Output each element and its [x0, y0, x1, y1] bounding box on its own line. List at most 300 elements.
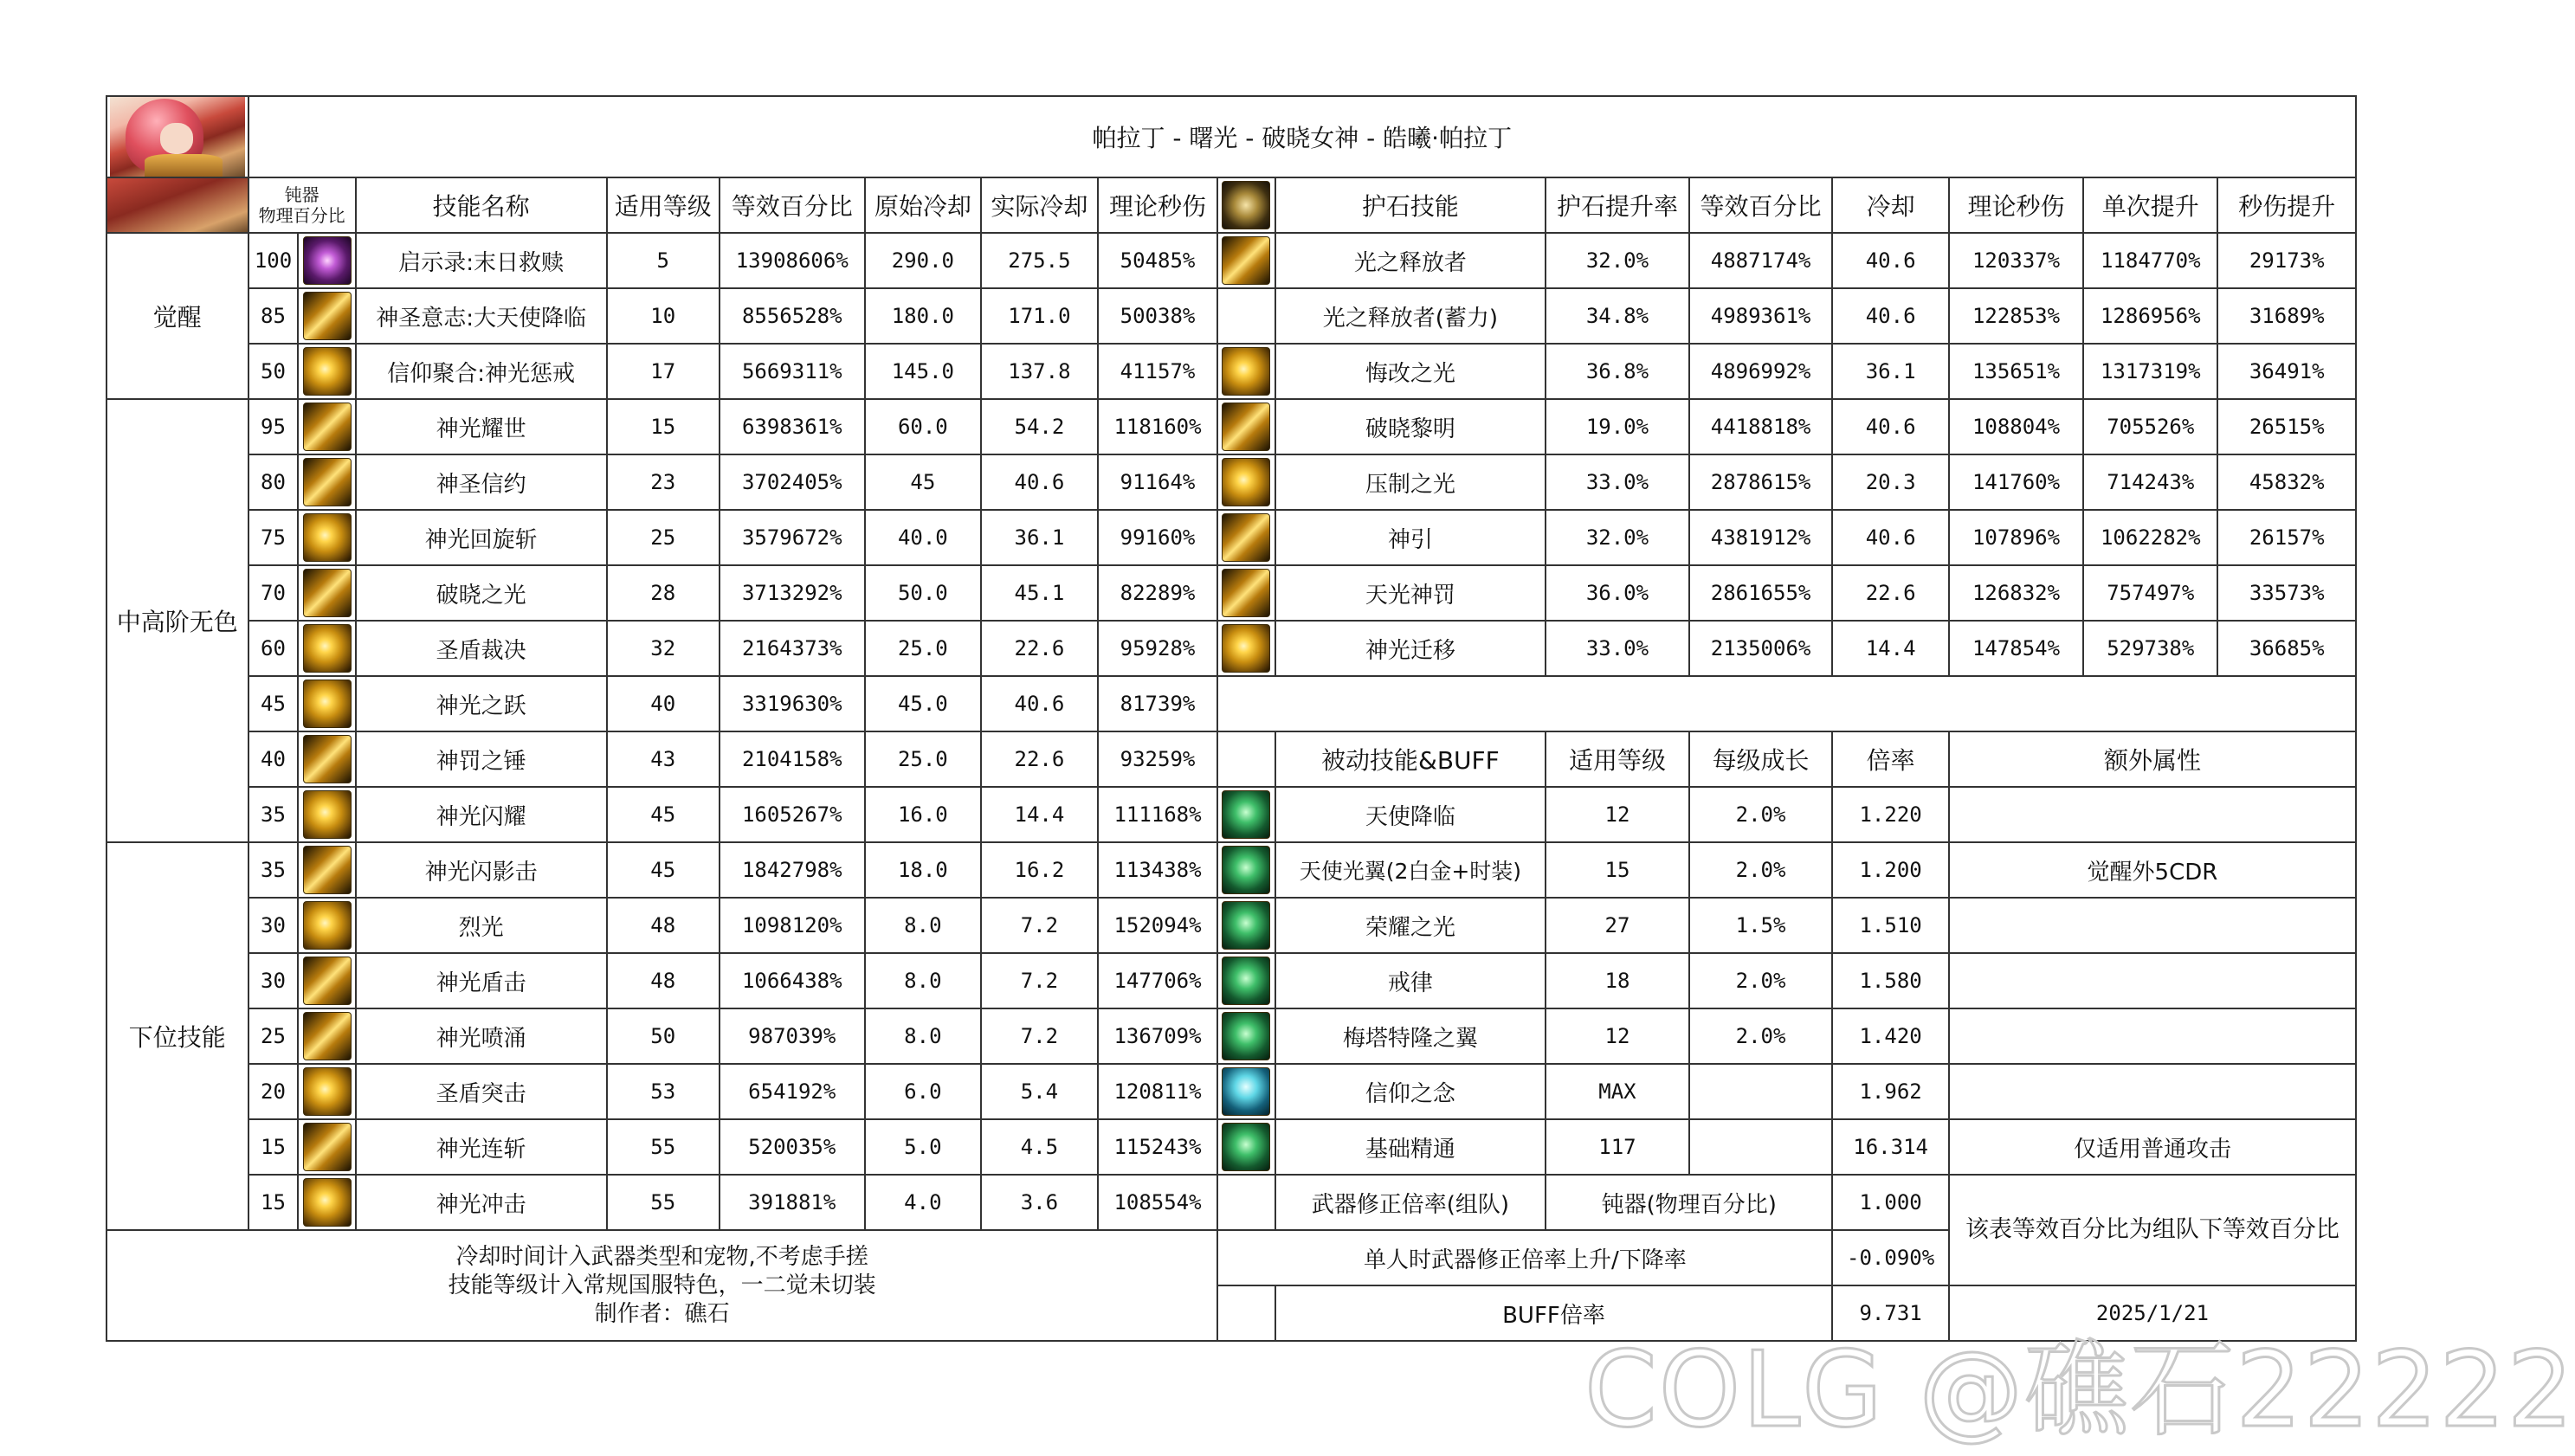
- blunt-percent: 35: [248, 787, 299, 842]
- talisman-dps: 147854%: [1949, 621, 2083, 676]
- passive-growth: 1.5%: [1689, 898, 1833, 953]
- passive-name: 天使光翼(2白金+时装): [1275, 842, 1546, 898]
- skill-icon: [303, 292, 352, 340]
- talisman-dps-gain: 26515%: [2217, 399, 2356, 454]
- skill-actual-cd: 275.5: [981, 233, 1098, 288]
- talisman-rate: 32.0%: [1546, 510, 1689, 565]
- talisman-single-gain: 705526%: [2083, 399, 2217, 454]
- header-orig-cd: 原始冷却: [865, 177, 982, 233]
- header-passive-rate: 倍率: [1832, 731, 1949, 787]
- skill-level: 55: [607, 1119, 720, 1175]
- talisman-icon: [1222, 458, 1270, 506]
- talisman-icon-cell: [1217, 621, 1275, 676]
- skill-actual-cd: 137.8: [981, 344, 1098, 399]
- blunt-percent: 100: [248, 233, 299, 288]
- header-actual-cd: 实际冷却: [981, 177, 1098, 233]
- talisman-equiv: 2861655%: [1689, 565, 1833, 621]
- talisman-dps-gain: 33573%: [2217, 565, 2356, 621]
- skill-orig-cd: 290.0: [865, 233, 982, 288]
- buff-row-label: BUFF倍率: [1275, 1285, 1833, 1341]
- skill-icon: [303, 1067, 352, 1116]
- passive-level: MAX: [1546, 1064, 1689, 1119]
- blunt-percent: 30: [248, 953, 299, 1008]
- skill-icon-cell: [298, 953, 355, 1008]
- passive-icon-cell: [1217, 731, 1275, 787]
- skill-equiv-pct: 3579672%: [720, 510, 865, 565]
- skill-icon: [303, 513, 352, 562]
- talisman-cd: 14.4: [1832, 621, 1949, 676]
- skill-actual-cd: 54.2: [981, 399, 1098, 454]
- skill-icon: [303, 1012, 352, 1060]
- talisman-equiv: 4896992%: [1689, 344, 1833, 399]
- talisman-icon-cell: [1217, 344, 1275, 399]
- skill-icon-cell: [298, 510, 355, 565]
- talisman-icon-cell: [1217, 565, 1275, 621]
- skill-actual-cd: 5.4: [981, 1064, 1098, 1119]
- header-skill-name: 技能名称: [356, 177, 607, 233]
- skill-icon-cell: [298, 731, 355, 787]
- talisman-dps: 120337%: [1949, 233, 2083, 288]
- passive-extra: [1949, 1008, 2356, 1064]
- skill-theory-dps: 108554%: [1098, 1175, 1218, 1230]
- skill-icon: [303, 569, 352, 617]
- skill-theory-dps: 93259%: [1098, 731, 1218, 787]
- passive-extra: [1949, 898, 2356, 953]
- note-line: 制作者：礁石: [594, 1300, 730, 1327]
- skill-table: [106, 95, 2357, 1342]
- table-row: [106, 1119, 2356, 1175]
- header-level: 适用等级: [607, 177, 720, 233]
- skill-name: 神光闪影击: [356, 842, 607, 898]
- portrait-lower: [106, 177, 248, 233]
- table-row: [106, 565, 2356, 621]
- passive-name: 信仰之念: [1275, 1064, 1546, 1119]
- blunt-percent: 50: [248, 344, 299, 399]
- skill-icon-cell: [298, 1119, 355, 1175]
- skill-actual-cd: 14.4: [981, 787, 1098, 842]
- skill-name: 破晓之光: [356, 565, 607, 621]
- skill-name: 神光盾击: [356, 953, 607, 1008]
- skill-icon-cell: [298, 233, 355, 288]
- skill-icon: [303, 846, 352, 894]
- blunt-percent: 40: [248, 731, 299, 787]
- talisman-dps: 108804%: [1949, 399, 2083, 454]
- weapon-row-value: 钝器(物理百分比): [1546, 1175, 1832, 1230]
- header-passive-extra: 额外属性: [1949, 731, 2356, 787]
- header-passive-growth: 每级成长: [1689, 731, 1833, 787]
- talisman-icon: [1222, 624, 1270, 673]
- table-row: [106, 233, 2356, 288]
- skill-actual-cd: 22.6: [981, 731, 1098, 787]
- header-talisman-skill: 护石技能: [1275, 177, 1546, 233]
- page-title: 帕拉丁 - 曙光 - 破晓女神 - 皓曦·帕拉丁: [248, 96, 2356, 177]
- talisman-dps: 141760%: [1949, 454, 2083, 510]
- skill-name: 神光闪耀: [356, 787, 607, 842]
- skill-equiv-pct: 2164373%: [720, 621, 865, 676]
- passive-growth: [1689, 1064, 1833, 1119]
- skill-equiv-pct: 6398361%: [720, 399, 865, 454]
- skill-level: 15: [607, 399, 720, 454]
- skill-actual-cd: 7.2: [981, 898, 1098, 953]
- skill-level: 10: [607, 288, 720, 344]
- header-equiv: 等效百分比: [720, 177, 865, 233]
- skill-actual-cd: 40.6: [981, 454, 1098, 510]
- skill-equiv-pct: 8556528%: [720, 288, 865, 344]
- talisman-dps: 126832%: [1949, 565, 2083, 621]
- talisman-rate: 36.0%: [1546, 565, 1689, 621]
- skill-actual-cd: 40.6: [981, 676, 1098, 731]
- passive-level: 117: [1546, 1119, 1689, 1175]
- passive-name: 荣耀之光: [1275, 898, 1546, 953]
- skill-orig-cd: 5.0: [865, 1119, 982, 1175]
- buff-row-value: 9.731: [1832, 1285, 1949, 1341]
- skill-theory-dps: 152094%: [1098, 898, 1218, 953]
- talisman-equiv: 4887174%: [1689, 233, 1833, 288]
- skill-icon-cell: [298, 1175, 355, 1230]
- table-row: [106, 288, 2356, 344]
- header-single-gain: 单次提升: [2083, 177, 2217, 233]
- blunt-percent: 35: [248, 842, 299, 898]
- talisman-cd: 40.6: [1832, 399, 1949, 454]
- skill-level: 48: [607, 953, 720, 1008]
- passive-level: 12: [1546, 787, 1689, 842]
- skill-orig-cd: 25.0: [865, 621, 982, 676]
- skill-orig-cd: 50.0: [865, 565, 982, 621]
- table-row: [106, 1175, 2356, 1230]
- skill-name: 神罚之锤: [356, 731, 607, 787]
- skill-actual-cd: 171.0: [981, 288, 1098, 344]
- skill-orig-cd: 4.0: [865, 1175, 982, 1230]
- passive-icon-cell: [1217, 953, 1275, 1008]
- skill-equiv-pct: 391881%: [720, 1175, 865, 1230]
- skill-orig-cd: 60.0: [865, 399, 982, 454]
- skill-orig-cd: 180.0: [865, 288, 982, 344]
- blunt-percent: 30: [248, 898, 299, 953]
- skill-theory-dps: 120811%: [1098, 1064, 1218, 1119]
- table-row: [106, 1064, 2356, 1119]
- skill-icon: [303, 624, 352, 673]
- skill-theory-dps: 81739%: [1098, 676, 1218, 731]
- skill-level: 45: [607, 842, 720, 898]
- skill-orig-cd: 16.0: [865, 787, 982, 842]
- skill-icon: [303, 236, 352, 285]
- passive-name: 天使降临: [1275, 787, 1546, 842]
- blunt-percent: 85: [248, 288, 299, 344]
- skill-icon: [303, 1178, 352, 1227]
- skill-theory-dps: 136709%: [1098, 1008, 1218, 1064]
- passive-icon-cell: [1217, 1119, 1275, 1175]
- blunt-percent: 95: [248, 399, 299, 454]
- talisman-icon: [1222, 513, 1270, 562]
- skill-equiv-pct: 13908606%: [720, 233, 865, 288]
- skill-icon-cell: [298, 842, 355, 898]
- skill-icon-cell: [298, 1064, 355, 1119]
- talisman-name: 天光神罚: [1275, 565, 1546, 621]
- skill-name: 烈光: [356, 898, 607, 953]
- talisman-single-gain: 1286956%: [2083, 288, 2217, 344]
- skill-level: 17: [607, 344, 720, 399]
- note-line: 冷却时间计入武器类型和宠物,不考虑手搓: [455, 1243, 868, 1270]
- table-row: [106, 898, 2356, 953]
- skill-icon-cell: [298, 344, 355, 399]
- talisman-cd: 22.6: [1832, 565, 1949, 621]
- passive-icon: [1222, 901, 1270, 950]
- talisman-dps-gain: 31689%: [2217, 288, 2356, 344]
- skill-actual-cd: 7.2: [981, 1008, 1098, 1064]
- note-line: 技能等级计入常规国服特色，一二觉未切装: [448, 1272, 876, 1298]
- talisman-cd: 40.6: [1832, 510, 1949, 565]
- blunt-percent: 15: [248, 1175, 299, 1230]
- skill-level: 55: [607, 1175, 720, 1230]
- talisman-equiv: 2878615%: [1689, 454, 1833, 510]
- skill-theory-dps: 115243%: [1098, 1119, 1218, 1175]
- talisman-name: 光之释放者: [1275, 233, 1546, 288]
- talisman-icon: [1222, 403, 1270, 451]
- single-row-label: 单人时武器修正倍率上升/下降率: [1217, 1230, 1832, 1285]
- skill-icon-cell: [298, 399, 355, 454]
- talisman-icon-cell: [1217, 510, 1275, 565]
- passive-rate: 1.580: [1832, 953, 1949, 1008]
- skill-orig-cd: 8.0: [865, 953, 982, 1008]
- skill-icon-cell: [298, 288, 355, 344]
- talisman-single-gain: 1184770%: [2083, 233, 2217, 288]
- passive-rate: 1.510: [1832, 898, 1949, 953]
- passive-rate: 1.220: [1832, 787, 1949, 842]
- passive-level: 27: [1546, 898, 1689, 953]
- weapon-row-label: 武器修正倍率(组队): [1275, 1175, 1546, 1230]
- passive-icon: [1222, 957, 1270, 1005]
- skill-icon: [303, 1123, 352, 1171]
- category-label: 中高阶无色: [106, 399, 248, 842]
- skill-equiv-pct: 987039%: [720, 1008, 865, 1064]
- skill-icon-cell: [298, 621, 355, 676]
- table-row: [106, 676, 2356, 731]
- header-passive-name: 被动技能&BUFF: [1275, 731, 1546, 787]
- passive-icon-cell: [1217, 898, 1275, 953]
- passive-extra: [1949, 1064, 2356, 1119]
- passive-icon-cell: [1217, 787, 1275, 842]
- passive-growth: 2.0%: [1689, 787, 1833, 842]
- talisman-dps: 107896%: [1949, 510, 2083, 565]
- skill-icon-cell: [298, 454, 355, 510]
- passive-rate: 1.962: [1832, 1064, 1949, 1119]
- skill-table-sheet: [106, 95, 2357, 1329]
- skill-orig-cd: 40.0: [865, 510, 982, 565]
- blunt-percent: 60: [248, 621, 299, 676]
- passive-icon-cell: [1217, 1064, 1275, 1119]
- skill-name: 神光之跃: [356, 676, 607, 731]
- skill-equiv-pct: 1605267%: [720, 787, 865, 842]
- table-row: [106, 787, 2356, 842]
- passive-growth: 2.0%: [1689, 953, 1833, 1008]
- blunt-percent: 80: [248, 454, 299, 510]
- talisman-name: 光之释放者(蓄力): [1275, 288, 1546, 344]
- skill-equiv-pct: 1098120%: [720, 898, 865, 953]
- talisman-equiv: 4989361%: [1689, 288, 1833, 344]
- skill-icon-cell: [298, 565, 355, 621]
- skill-name: 圣盾突击: [356, 1064, 607, 1119]
- skill-icon: [303, 957, 352, 1005]
- talisman-cd: 20.3: [1832, 454, 1949, 510]
- skill-orig-cd: 8.0: [865, 1008, 982, 1064]
- skill-theory-dps: 91164%: [1098, 454, 1218, 510]
- talisman-rate: 19.0%: [1546, 399, 1689, 454]
- skill-theory-dps: 147706%: [1098, 953, 1218, 1008]
- header-talisman-equiv: 等效百分比: [1689, 177, 1833, 233]
- skill-icon: [303, 790, 352, 839]
- talisman-name: 压制之光: [1275, 454, 1546, 510]
- skill-equiv-pct: 2104158%: [720, 731, 865, 787]
- skill-icon: [303, 680, 352, 728]
- header-theory-dps: 理论秒伤: [1098, 177, 1218, 233]
- talisman-emblem-icon: [1222, 181, 1270, 229]
- passive-icon: [1222, 1067, 1270, 1116]
- skill-level: 45: [607, 787, 720, 842]
- passive-rate: 1.200: [1832, 842, 1949, 898]
- talisman-single-gain: 529738%: [2083, 621, 2217, 676]
- skill-actual-cd: 45.1: [981, 565, 1098, 621]
- skill-equiv-pct: 1066438%: [720, 953, 865, 1008]
- talisman-icon: [1222, 569, 1270, 617]
- skill-orig-cd: 25.0: [865, 731, 982, 787]
- talisman-cd: 36.1: [1832, 344, 1949, 399]
- talisman-name: 神引: [1275, 510, 1546, 565]
- skill-name: 启示录:末日救赎: [356, 233, 607, 288]
- passive-extra: [1949, 953, 2356, 1008]
- header-talisman-cd: 冷却: [1832, 177, 1949, 233]
- talisman-single-gain: 1317319%: [2083, 344, 2217, 399]
- skill-level: 43: [607, 731, 720, 787]
- passive-name: 戒律: [1275, 953, 1546, 1008]
- skill-name: 神圣意志:大天使降临: [356, 288, 607, 344]
- header-dps-gain: 秒伤提升: [2217, 177, 2356, 233]
- skill-actual-cd: 16.2: [981, 842, 1098, 898]
- table-row: [106, 399, 2356, 454]
- skill-icon-cell: [298, 898, 355, 953]
- talisman-icon: [1222, 347, 1270, 396]
- single-row-value: -0.090%: [1832, 1230, 1949, 1285]
- table-row: [106, 621, 2356, 676]
- skill-name: 神光连斩: [356, 1119, 607, 1175]
- skill-actual-cd: 7.2: [981, 953, 1098, 1008]
- passive-rate: 1.420: [1832, 1008, 1949, 1064]
- weapon-icon-cell: [1217, 1175, 1275, 1230]
- group-note: 该表等效百分比为组队下等效百分比: [1949, 1175, 2356, 1285]
- passive-growth: [1689, 1119, 1833, 1175]
- talisman-dps-gain: 36491%: [2217, 344, 2356, 399]
- skill-theory-dps: 41157%: [1098, 344, 1218, 399]
- skill-icon-cell: [298, 787, 355, 842]
- talisman-equiv: 4381912%: [1689, 510, 1833, 565]
- skill-equiv-pct: 520035%: [720, 1119, 865, 1175]
- talisman-dps: 135651%: [1949, 344, 2083, 399]
- blunt-percent: 75: [248, 510, 299, 565]
- talisman-icon-cell: [1217, 288, 1275, 344]
- skill-level: 32: [607, 621, 720, 676]
- passive-name: 基础精通: [1275, 1119, 1546, 1175]
- skill-icon-cell: [298, 676, 355, 731]
- talisman-icon-cell: [1217, 399, 1275, 454]
- skill-theory-dps: 111168%: [1098, 787, 1218, 842]
- passive-icon: [1222, 1123, 1270, 1171]
- skill-equiv-pct: 1842798%: [720, 842, 865, 898]
- skill-equiv-pct: 3319630%: [720, 676, 865, 731]
- skill-name: 圣盾裁决: [356, 621, 607, 676]
- skill-icon-cell: [298, 1008, 355, 1064]
- skill-level: 50: [607, 1008, 720, 1064]
- header-talisman-rate: 护石提升率: [1546, 177, 1689, 233]
- skill-name: 神光耀世: [356, 399, 607, 454]
- table-row: [106, 344, 2356, 399]
- talisman-equiv: 4418818%: [1689, 399, 1833, 454]
- talisman-emblem-cell: [1217, 177, 1275, 233]
- skill-level: 23: [607, 454, 720, 510]
- talisman-icon-cell: [1217, 454, 1275, 510]
- skill-actual-cd: 3.6: [981, 1175, 1098, 1230]
- skill-actual-cd: 36.1: [981, 510, 1098, 565]
- passive-icon-cell: [1217, 842, 1275, 898]
- talisman-dps-gain: 45832%: [2217, 454, 2356, 510]
- passive-growth: 2.0%: [1689, 1008, 1833, 1064]
- skill-icon: [303, 735, 352, 783]
- buff-row-date: 2025/1/21: [1949, 1285, 2356, 1341]
- skill-orig-cd: 45.0: [865, 676, 982, 731]
- category-label: 觉醒: [106, 233, 248, 399]
- skill-orig-cd: 6.0: [865, 1064, 982, 1119]
- skill-theory-dps: 50485%: [1098, 233, 1218, 288]
- skill-level: 25: [607, 510, 720, 565]
- passive-extra: 仅适用普通攻击: [1949, 1119, 2356, 1175]
- notes-block: [106, 1230, 1217, 1341]
- talisman-single-gain: 757497%: [2083, 565, 2217, 621]
- skill-orig-cd: 145.0: [865, 344, 982, 399]
- skill-icon: [303, 403, 352, 451]
- passive-name: 梅塔特隆之翼: [1275, 1008, 1546, 1064]
- skill-theory-dps: 118160%: [1098, 399, 1218, 454]
- skill-equiv-pct: 5669311%: [720, 344, 865, 399]
- skill-level: 48: [607, 898, 720, 953]
- buff-icon-cell: [1217, 1285, 1275, 1341]
- passive-icon: [1222, 846, 1270, 894]
- skill-level: 53: [607, 1064, 720, 1119]
- talisman-dps-gain: 36685%: [2217, 621, 2356, 676]
- skill-orig-cd: 8.0: [865, 898, 982, 953]
- blunt-percent: 70: [248, 565, 299, 621]
- skill-equiv-pct: 3702405%: [720, 454, 865, 510]
- passive-level: 12: [1546, 1008, 1689, 1064]
- talisman-name: 悔改之光: [1275, 344, 1546, 399]
- talisman-single-gain: 1062282%: [2083, 510, 2217, 565]
- table-row: [106, 953, 2356, 1008]
- talisman-rate: 34.8%: [1546, 288, 1689, 344]
- skill-theory-dps: 95928%: [1098, 621, 1218, 676]
- talisman-icon-cell: [1217, 233, 1275, 288]
- talisman-dps-gain: 26157%: [2217, 510, 2356, 565]
- category-label: 下位技能: [106, 842, 248, 1230]
- table-row: [106, 510, 2356, 565]
- talisman-equiv: 2135006%: [1689, 621, 1833, 676]
- passive-icon: [1222, 790, 1270, 839]
- talisman-single-gain: 714243%: [2083, 454, 2217, 510]
- skill-level: 28: [607, 565, 720, 621]
- talisman-dps-gain: 29173%: [2217, 233, 2356, 288]
- blunt-percent: 45: [248, 676, 299, 731]
- talisman-rate: 36.8%: [1546, 344, 1689, 399]
- skill-name: 神光喷涌: [356, 1008, 607, 1064]
- skill-theory-dps: 113438%: [1098, 842, 1218, 898]
- skill-theory-dps: 50038%: [1098, 288, 1218, 344]
- skill-actual-cd: 22.6: [981, 621, 1098, 676]
